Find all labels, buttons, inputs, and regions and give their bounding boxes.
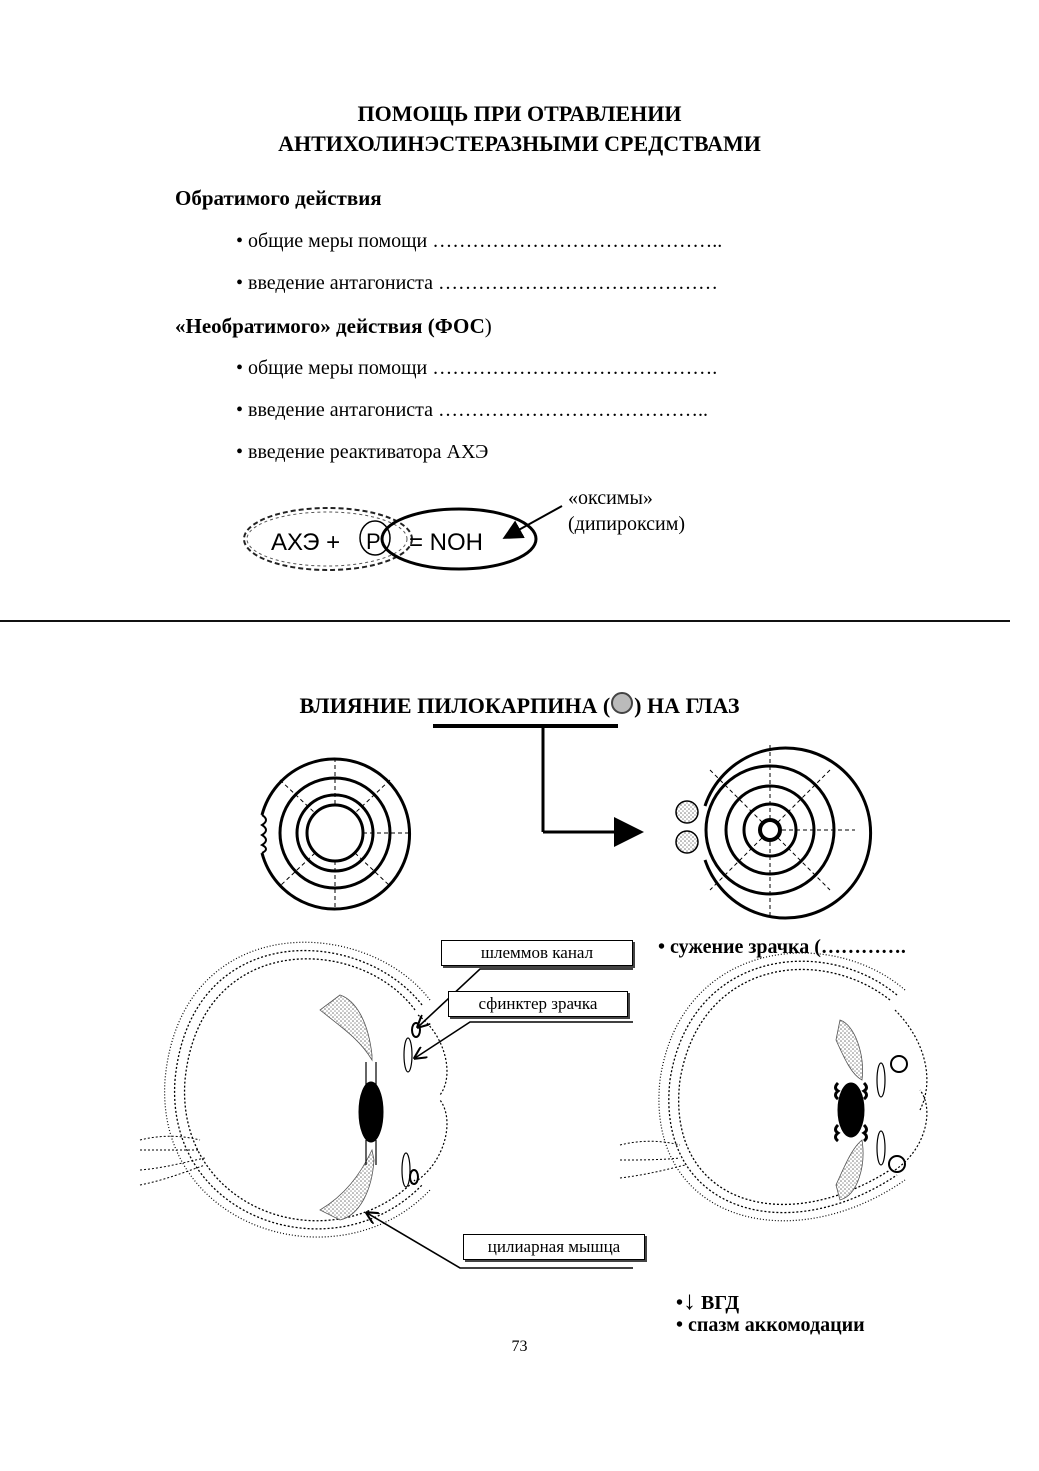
iris-constricted-diagram <box>676 745 871 918</box>
section2-title-right: ) НА ГЛАЗ <box>634 693 740 718</box>
section1-title-line1: ПОМОЩЬ ПРИ ОТРАВЛЕНИИ <box>357 101 682 126</box>
effect-iop-bullet: • <box>676 1292 684 1314</box>
label-schlemm-canal: шлеммов канал <box>441 940 633 966</box>
formula-diagram <box>244 506 562 570</box>
irreversible-heading-abbr: ФОС <box>434 314 485 338</box>
section2-title <box>0 691 1039 721</box>
reversible-heading: Обратимого действия <box>175 186 382 210</box>
oximes-line1: «оксимы» <box>568 487 653 509</box>
effect-miosis: • сужение зрачка (…………. <box>658 936 906 958</box>
formula-text2: = NOH <box>409 529 484 556</box>
reversible-item-2: • введение антагониста …………………………………… <box>236 272 719 294</box>
iris-normal-diagram <box>262 758 410 909</box>
section1-title-line2: АНТИХОЛИНЭСТЕРАЗНЫМИ СРЕДСТВАМИ <box>278 131 761 156</box>
eye-section-constricted <box>620 953 927 1221</box>
irreversible-item-2: • введение антагониста ………………………………….. <box>236 399 709 421</box>
effect-iop <box>676 1286 739 1316</box>
irreversible-heading-suffix: ) <box>484 314 492 338</box>
page-number: 73 <box>511 1338 528 1355</box>
reversible-item-1: • общие меры помощи …………………………………….. <box>236 230 723 252</box>
effect-accommodation-spasm: • спазм аккомодации <box>676 1314 865 1336</box>
down-arrow-icon: ↓ <box>683 1286 697 1315</box>
irreversible-item-1: • общие меры помощи ……………………………………. <box>236 357 718 379</box>
label-ciliary-muscle: цилиарная мышца <box>463 1234 645 1260</box>
section2-title-left: ВЛИЯНИЕ ПИЛОКАРПИНА ( <box>299 693 611 718</box>
formula-text1: АХЭ + <box>271 529 341 556</box>
formula-p: P <box>366 529 381 554</box>
irreversible-item-3: • введение реактиватора АХЭ <box>236 441 489 463</box>
eye-section-normal <box>140 942 447 1237</box>
effect-iop-text: ВГД <box>701 1292 740 1314</box>
pilocarpine-dot-icon <box>611 692 633 714</box>
section-divider <box>0 620 1010 622</box>
title-connector-arrow <box>433 726 638 832</box>
oximes-line2: (дипироксим) <box>568 513 686 535</box>
irreversible-heading-prefix: «Необратимого» действия ( <box>175 314 435 338</box>
label-pupil-sphincter: сфинктер зрачка <box>448 991 628 1017</box>
